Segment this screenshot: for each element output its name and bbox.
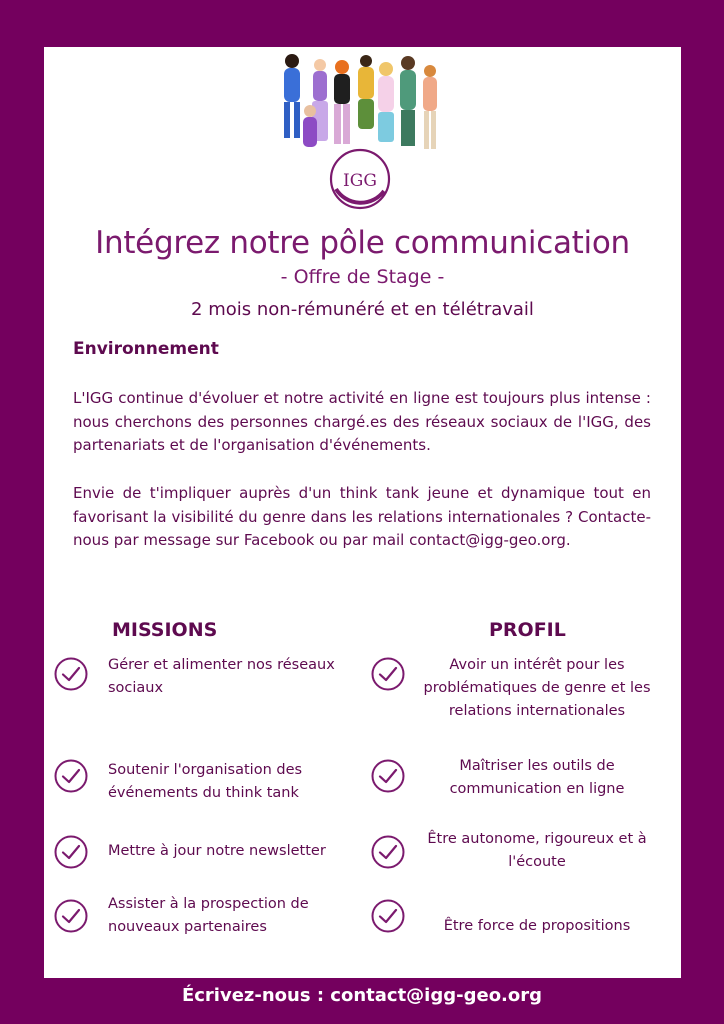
profil-heading: PROFIL [489, 619, 566, 641]
profil-text: Avoir un intérêt pour les problématiques de genre et les relations internationales [423, 657, 651, 719]
environment-paragraph-1: L'IGG continue d'évoluer et notre activité en ligne est toujours plus intense : nous cherchons des personnes chargé.es des réseaux sociaux de l'IGG, des partenariats et de l'organisation d'événements. [73, 389, 651, 454]
check-circle-icon [54, 657, 88, 691]
check-circle-icon [54, 899, 88, 933]
profil-text: Être force de propositions [443, 918, 631, 934]
check-circle-icon [371, 657, 405, 691]
check-circle-icon [54, 835, 88, 869]
check-circle-icon [371, 759, 405, 793]
missions-heading: MISSIONS [112, 619, 218, 641]
page-title: Intégrez notre pôle communication [95, 225, 630, 261]
footer-contact: Écrivez-nous : contact@igg-geo.org [181, 985, 543, 1006]
igg-logo [326, 141, 394, 215]
profil-text: Être autonome, rigoureux et à l'écoute [427, 831, 647, 870]
page-subtitle: - Offre de Stage - [280, 266, 445, 288]
mission-text: Soutenir l'organisation des événements du think tank [108, 762, 303, 801]
environment-heading: Environnement [73, 339, 219, 359]
check-circle-icon [371, 835, 405, 869]
mission-text: Mettre à jour notre newsletter [108, 843, 326, 859]
mission-text: Gérer et alimenter nos réseaux sociaux [108, 657, 335, 696]
profil-text: Maîtriser les outils de communication en ligne [449, 758, 625, 797]
offer-conditions: 2 mois non-rémunéré et en télétravail [191, 299, 534, 320]
offer-card [44, 47, 681, 978]
environment-paragraph-2: Envie de t'impliquer auprès d'un think tank jeune et dynamique tout en favorisant la visibilité du genre dans les relations internationales ? Contacte-nous par message sur Facebook ou par mail contact@igg-geo.org. [73, 484, 651, 549]
check-circle-icon [371, 899, 405, 933]
svg-text:IGG: IGG [343, 171, 377, 191]
mission-text: Assister à la prospection de nouveaux partenaires [108, 896, 309, 935]
check-circle-icon [54, 759, 88, 793]
